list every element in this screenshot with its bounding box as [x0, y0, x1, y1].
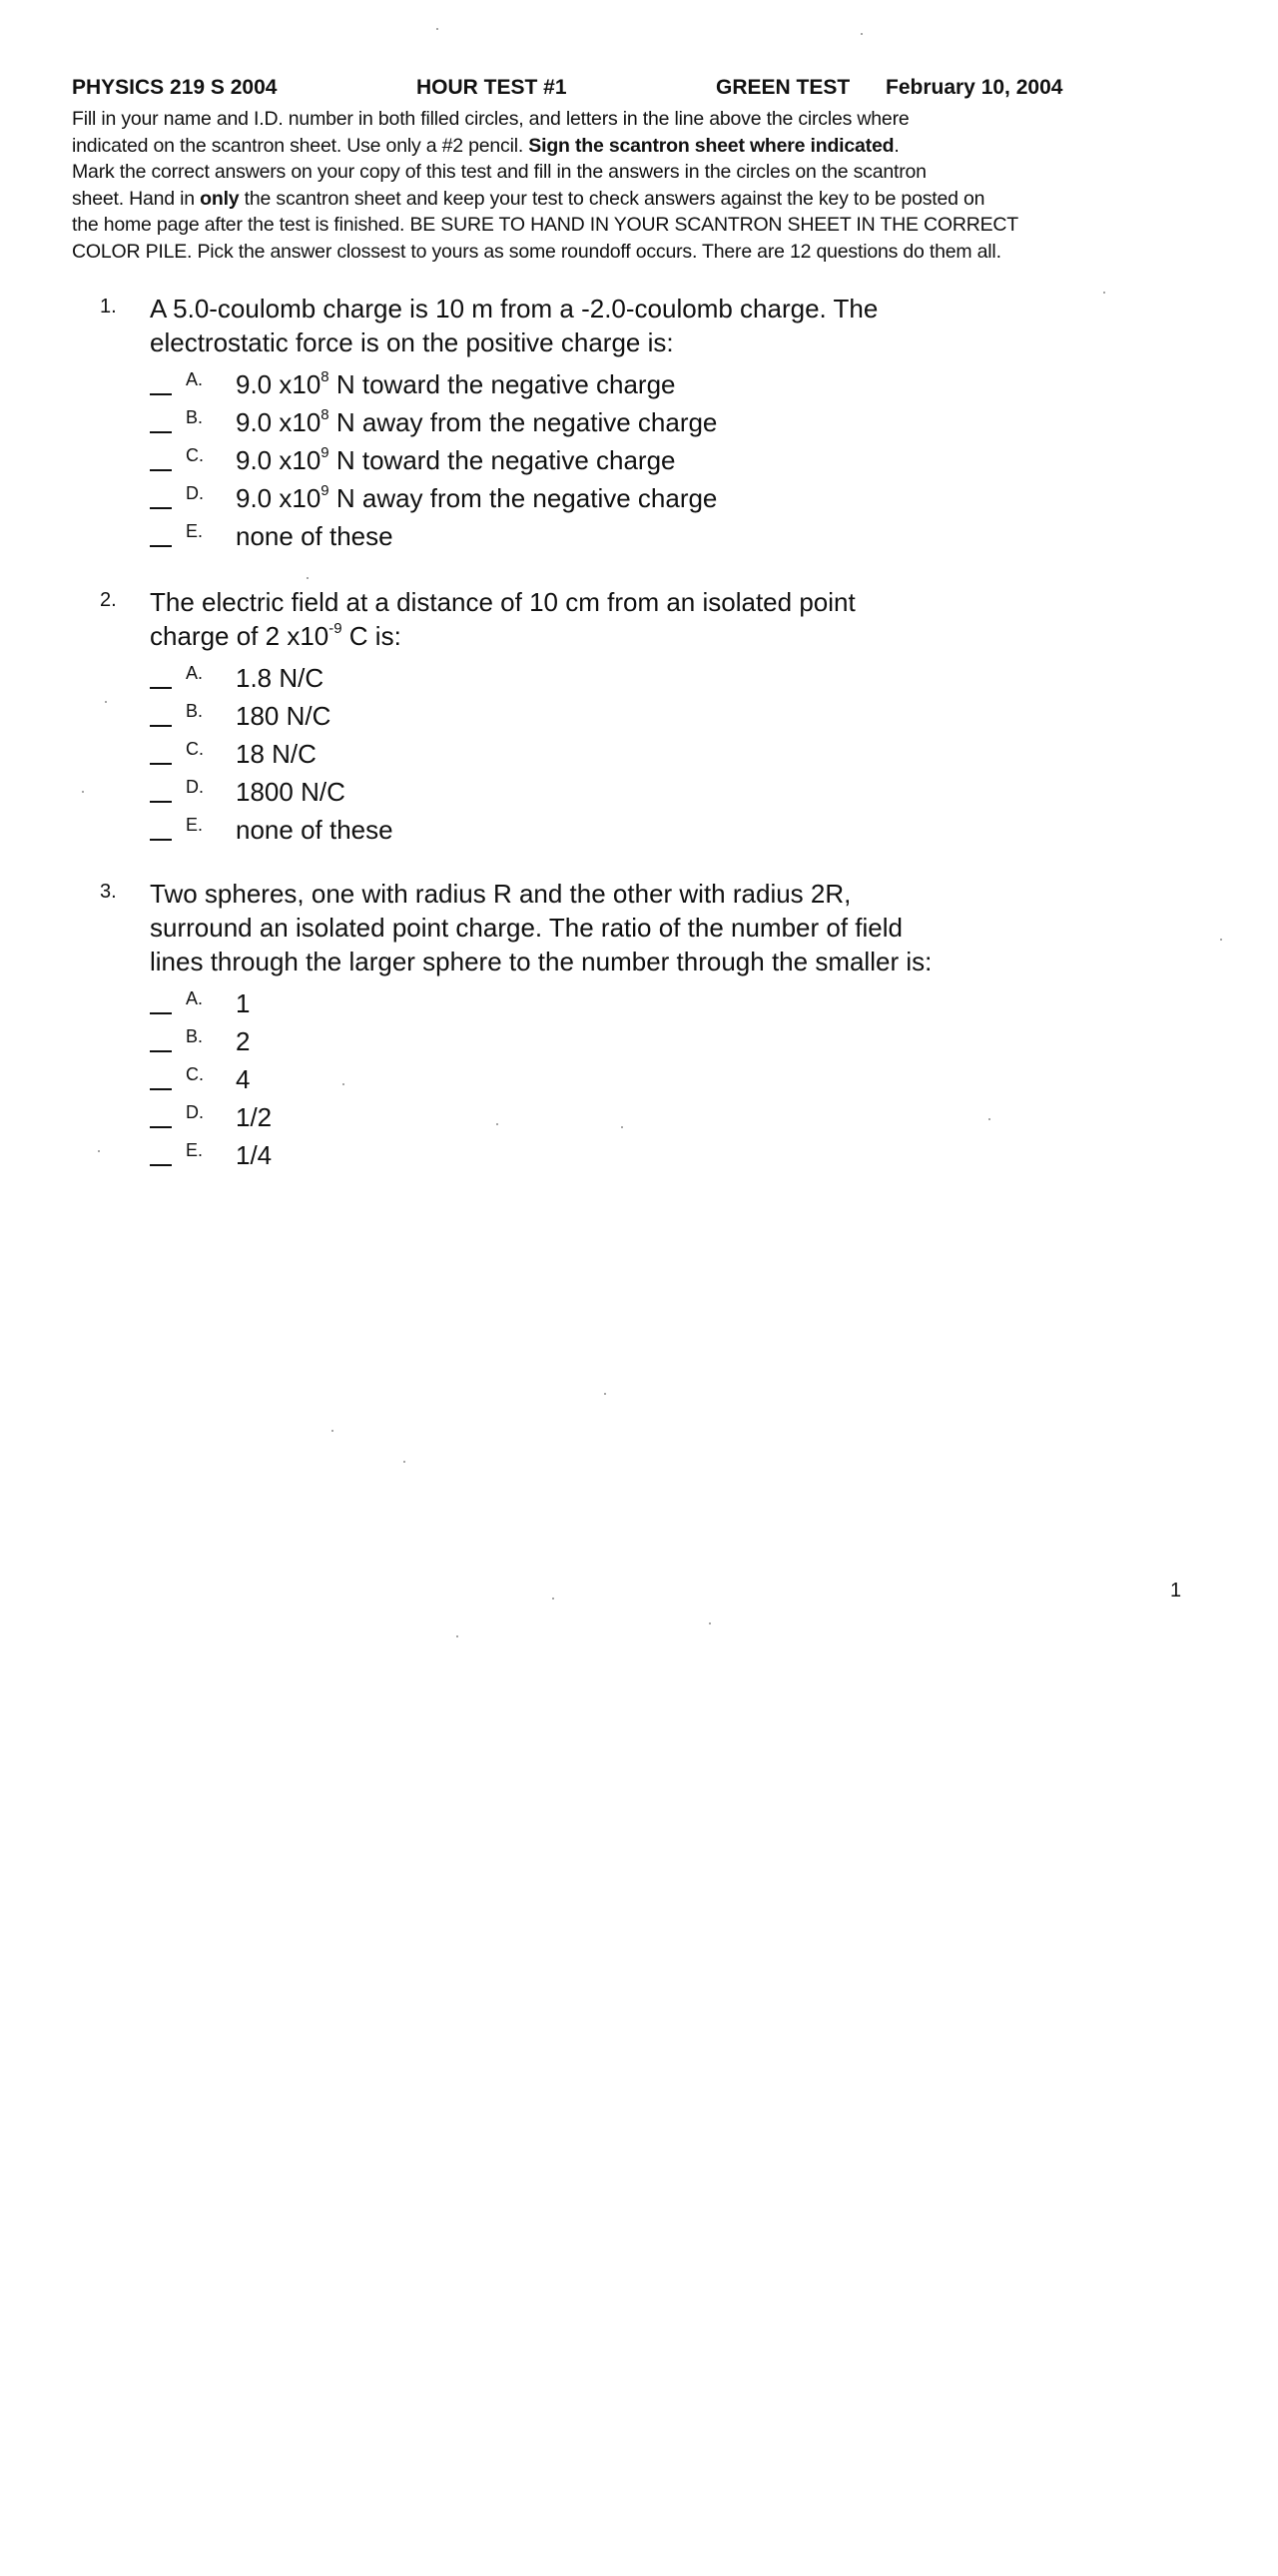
- choice-c: [150, 739, 949, 777]
- answer-choices: [150, 988, 949, 1178]
- question-text: [150, 585, 856, 653]
- question-number: 1.: [100, 296, 117, 318]
- choice-e: [150, 521, 949, 559]
- choice-letter: B.: [186, 407, 204, 427]
- question-line: electrostatic force is on the positive charge is:: [150, 327, 674, 357]
- scan-speck: [436, 28, 438, 30]
- answer-blank: [150, 725, 172, 727]
- choice-text: 1/2: [236, 1102, 273, 1132]
- choice-letter: A.: [186, 988, 204, 1008]
- choice-e: [150, 815, 949, 853]
- course-title: PHYSICS 219 S 2004: [72, 76, 278, 99]
- test-color: GREEN TEST: [716, 76, 851, 99]
- instructions-line: the home page after the test is finished. BE SURE TO HAND IN YOUR SCANTRON SHEET IN THE CORRECT: [72, 214, 1019, 236]
- choice-letter: E.: [186, 815, 204, 835]
- choice-b: [150, 1026, 949, 1064]
- answer-blank: [150, 1012, 172, 1014]
- choice-letter: D.: [186, 777, 204, 797]
- answer-blank: [150, 469, 172, 471]
- instructions-bold-text: only: [200, 187, 240, 210]
- choice-value: 9.0 x10: [236, 369, 321, 399]
- choice-c: [150, 1064, 949, 1102]
- answer-blank: [150, 1088, 172, 1090]
- choice-a: [150, 369, 949, 407]
- choice-d: [150, 483, 949, 521]
- choice-value: 9.0 x10: [236, 445, 321, 475]
- scan-speck: [709, 1622, 711, 1624]
- choice-letter: A.: [186, 369, 204, 389]
- choice-value: 9.0 x10: [236, 483, 321, 513]
- page-number: 1: [1170, 1580, 1182, 1602]
- choice-text: none of these: [236, 815, 393, 845]
- question-line: Two spheres, one with radius R and the other with radius 2R,: [150, 879, 852, 909]
- answer-blank: [150, 431, 172, 433]
- instructions-text: indicated on the scantron sheet. Use only a #2 pencil.: [72, 134, 529, 157]
- answer-blank: [150, 839, 172, 841]
- question-number: 3.: [100, 881, 117, 903]
- exponent: 8: [320, 406, 329, 423]
- test-date: February 10, 2004: [886, 76, 1063, 99]
- choice-d: [150, 1102, 949, 1140]
- instructions-text: .: [894, 134, 900, 157]
- answer-blank: [150, 393, 172, 395]
- answer-blank: [150, 1050, 172, 1052]
- choice-letter: C.: [186, 445, 204, 465]
- choice-text: [236, 407, 717, 438]
- instructions-line: Mark the correct answers on your copy of this test and fill in the answers in the circles on the scantron: [72, 161, 927, 183]
- instructions-bold-text: Sign the scantron sheet where indicated: [528, 134, 895, 157]
- scan-speck: [1220, 939, 1222, 941]
- scan-speck: [403, 1461, 405, 1463]
- choice-description: N toward the negative charge: [328, 445, 676, 475]
- choice-letter: C.: [186, 1064, 204, 1084]
- choice-letter: D.: [186, 483, 204, 503]
- question-line: [150, 619, 856, 653]
- scan-speck: [342, 1083, 344, 1085]
- choice-b: [150, 407, 949, 445]
- question-line: The electric field at a distance of 10 cm from an isolated point: [150, 587, 856, 617]
- instructions: [72, 106, 1210, 265]
- choice-value: 9.0 x10: [236, 407, 321, 437]
- choice-text: 4: [236, 1064, 251, 1094]
- question-text-part: C is:: [341, 621, 401, 651]
- instructions-line: Fill in your name and I.D. number in both filled circles, and letters in the line above the circles where: [72, 108, 910, 130]
- choice-text: [236, 483, 717, 514]
- choice-d: [150, 777, 949, 815]
- choice-text: [236, 445, 676, 476]
- choice-letter: B.: [186, 1026, 204, 1046]
- answer-choices: [150, 663, 949, 853]
- answer-blank: [150, 687, 172, 689]
- choice-text: none of these: [236, 521, 393, 551]
- exponent: 8: [320, 368, 329, 385]
- question-line: surround an isolated point charge. The ratio of the number of field: [150, 913, 903, 943]
- choice-letter: E.: [186, 1140, 204, 1160]
- choice-text: 18 N/C: [236, 739, 317, 769]
- question-line: A 5.0-coulomb charge is 10 m from a -2.0-coulomb charge. The: [150, 294, 879, 323]
- test-header: [72, 76, 1210, 104]
- scan-speck: [604, 1393, 606, 1395]
- choice-letter: E.: [186, 521, 204, 541]
- choice-a: [150, 988, 949, 1026]
- scan-speck: [988, 1118, 990, 1120]
- choice-text: 2: [236, 1026, 251, 1056]
- answer-blank: [150, 801, 172, 803]
- exponent: 9: [320, 444, 329, 461]
- choice-b: [150, 701, 949, 739]
- question-line: lines through the larger sphere to the number through the smaller is:: [150, 947, 933, 976]
- choice-letter: A.: [186, 663, 204, 683]
- scan-speck: [98, 1150, 100, 1152]
- answer-blank: [150, 1126, 172, 1128]
- answer-blank: [150, 763, 172, 765]
- choice-description: N toward the negative charge: [328, 369, 676, 399]
- choice-letter: D.: [186, 1102, 204, 1122]
- scan-speck: [105, 701, 107, 703]
- scan-speck: [331, 1430, 333, 1432]
- instructions-line: [72, 186, 1210, 213]
- choice-text: 1800 N/C: [236, 777, 345, 807]
- question-text: [150, 877, 932, 978]
- instructions-line: [72, 133, 1210, 160]
- answer-blank: [150, 1164, 172, 1166]
- scan-speck: [82, 791, 84, 793]
- scan-speck: [496, 1123, 498, 1125]
- choice-text: [236, 369, 676, 400]
- scan-speck: [552, 1598, 554, 1600]
- scan-speck: [621, 1126, 623, 1128]
- question-text-part: charge of 2 x10: [150, 621, 329, 651]
- scan-speck: [456, 1635, 458, 1637]
- choice-c: [150, 445, 949, 483]
- question-number: 2.: [100, 589, 117, 611]
- instructions-text: the scantron sheet and keep your test to check answers against the key to be posted on: [239, 187, 985, 210]
- choice-e: [150, 1140, 949, 1178]
- test-name: HOUR TEST #1: [416, 76, 567, 99]
- choice-letter: B.: [186, 701, 204, 721]
- choice-a: [150, 663, 949, 701]
- choice-description: N away from the negative charge: [328, 483, 718, 513]
- choice-description: N away from the negative charge: [328, 407, 718, 437]
- scan-speck: [1103, 292, 1105, 294]
- instructions-text: sheet. Hand in: [72, 187, 201, 210]
- question-text: [150, 292, 878, 359]
- answer-blank: [150, 507, 172, 509]
- exponent: -9: [328, 620, 342, 637]
- answer-blank: [150, 545, 172, 547]
- choice-text: 1.8 N/C: [236, 663, 324, 693]
- choice-letter: C.: [186, 739, 204, 759]
- answer-choices: [150, 369, 949, 559]
- instructions-line: COLOR PILE. Pick the answer clossest to yours as some roundoff occurs. There are 12 questions do them all.: [72, 240, 1001, 263]
- scan-speck: [861, 33, 863, 35]
- scan-speck: [307, 577, 309, 579]
- exponent: 9: [320, 482, 329, 499]
- choice-text: 1/4: [236, 1140, 273, 1170]
- choice-text: 1: [236, 988, 251, 1018]
- choice-text: 180 N/C: [236, 701, 331, 731]
